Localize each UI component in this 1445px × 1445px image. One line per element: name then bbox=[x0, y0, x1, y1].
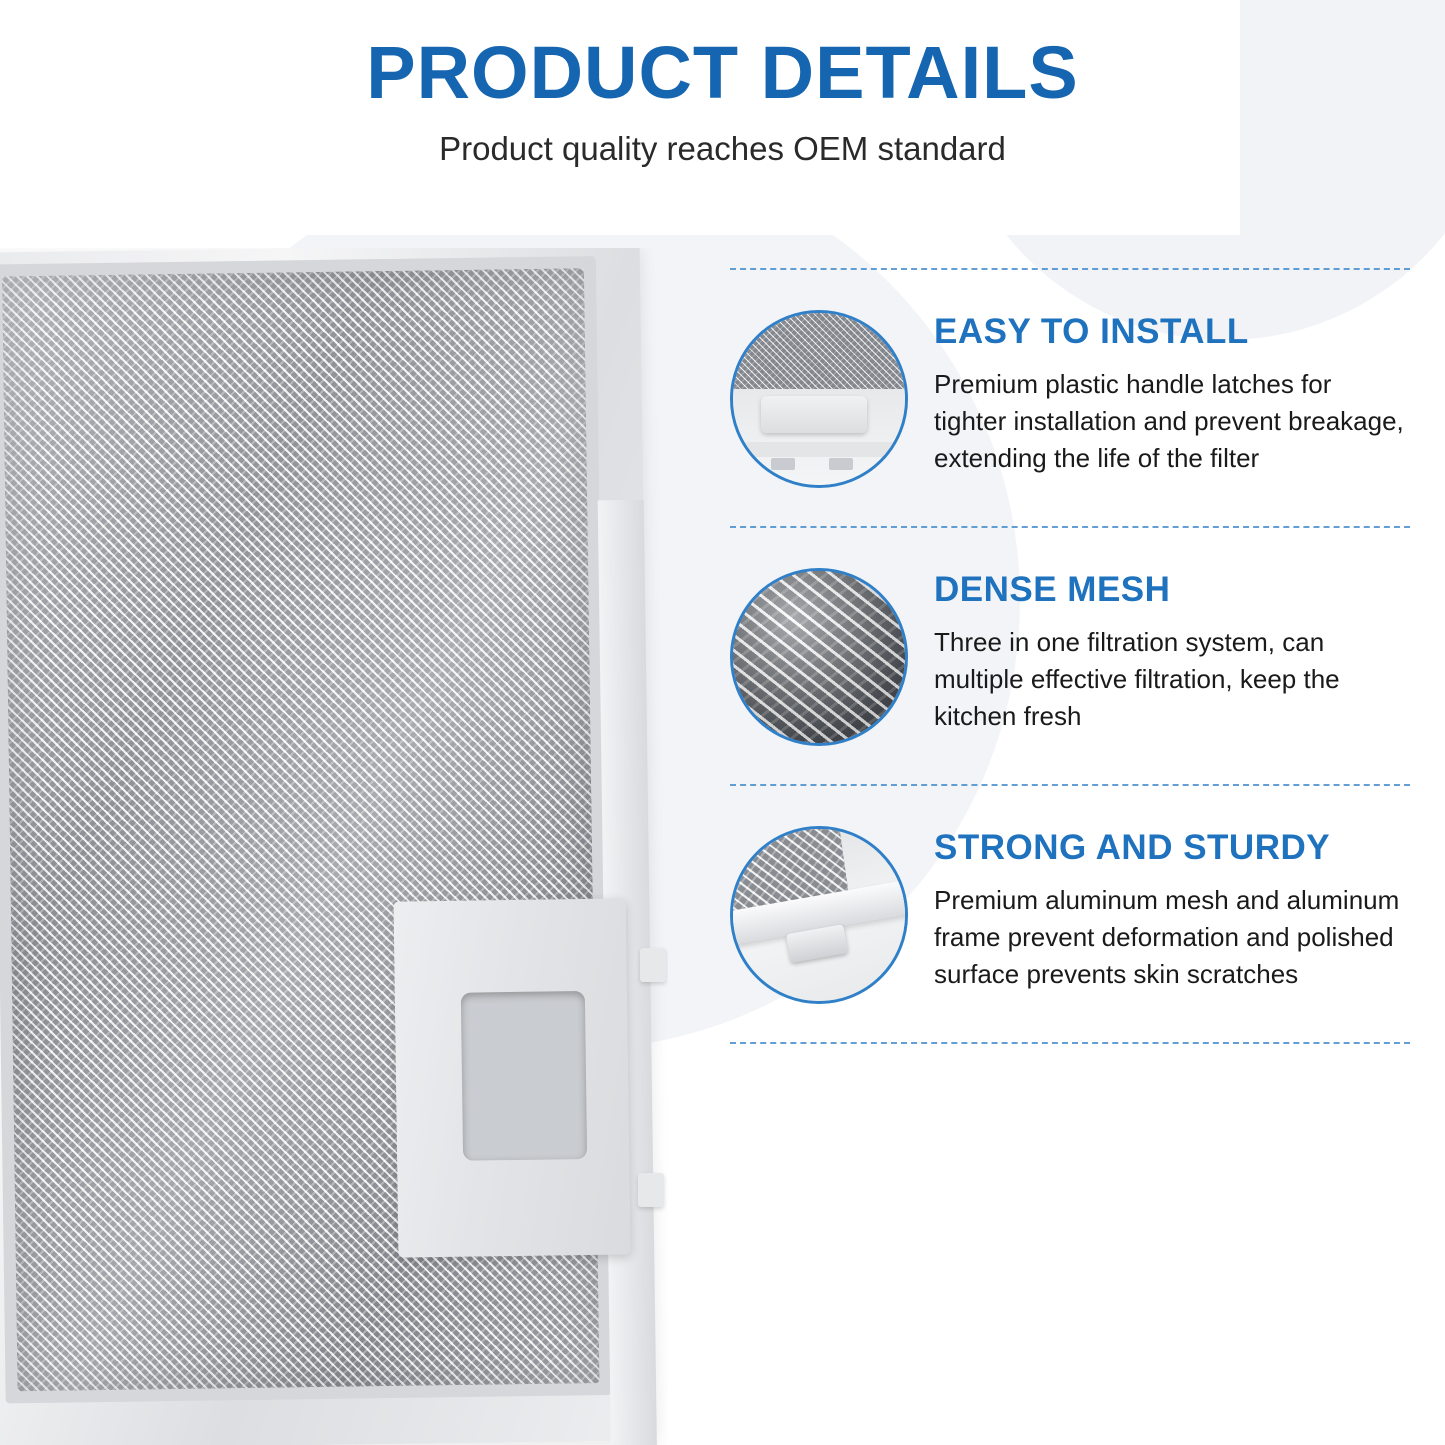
page-subtitle: Product quality reaches OEM standard bbox=[439, 129, 1006, 167]
thumb-art bbox=[733, 829, 905, 1001]
filter-latch-tab-bottom bbox=[638, 1173, 664, 1207]
feature-text bbox=[934, 826, 1410, 993]
page-title: PRODUCT DETAILS bbox=[366, 31, 1079, 114]
feature-heading: DENSE MESH bbox=[934, 570, 1171, 609]
feature-item-strong-and-sturdy bbox=[730, 786, 1410, 1042]
handle-slot bbox=[461, 991, 587, 1161]
feature-text bbox=[934, 310, 1410, 477]
feature-body: Premium aluminum mesh and aluminum frame prevent deformation and polished surface prevents skin scratches bbox=[934, 885, 1400, 989]
feature-divider bbox=[730, 526, 1410, 528]
filter-latch-tab-top bbox=[640, 948, 666, 982]
thumb-art bbox=[733, 313, 905, 485]
thumb-art bbox=[733, 571, 905, 743]
product-photo bbox=[0, 248, 668, 1445]
thumb1-frame-bar bbox=[733, 442, 905, 457]
feature-item-easy-to-install bbox=[730, 270, 1410, 526]
page-header bbox=[0, 0, 1445, 168]
feature-body: Three in one filtration system, can multiple effective filtration, keep the kitchen fresh bbox=[934, 627, 1340, 731]
dense-mesh-macro-photo-icon bbox=[730, 568, 908, 746]
feature-text bbox=[934, 568, 1410, 735]
filter-handle bbox=[394, 898, 631, 1257]
handle-closeup-photo-icon bbox=[730, 310, 908, 488]
feature-divider bbox=[730, 268, 1410, 270]
filter-frame bbox=[0, 248, 656, 1445]
thumb1-mesh bbox=[733, 313, 905, 389]
feature-item-dense-mesh bbox=[730, 528, 1410, 784]
feature-divider bbox=[730, 1042, 1410, 1044]
thumb1-clip-right bbox=[829, 458, 853, 470]
frame-corner-photo-icon bbox=[730, 826, 908, 1004]
thumb1-handle bbox=[761, 396, 868, 434]
thumb2-sheen bbox=[733, 571, 905, 743]
feature-heading: STRONG AND STURDY bbox=[934, 828, 1331, 867]
feature-body: Premium plastic handle latches for tighter installation and prevent breakage, extending the life of the filter bbox=[934, 369, 1404, 473]
feature-heading: EASY TO INSTALL bbox=[934, 312, 1249, 351]
feature-divider bbox=[730, 784, 1410, 786]
thumb1-clip-left bbox=[771, 458, 795, 470]
feature-list bbox=[730, 268, 1410, 1044]
